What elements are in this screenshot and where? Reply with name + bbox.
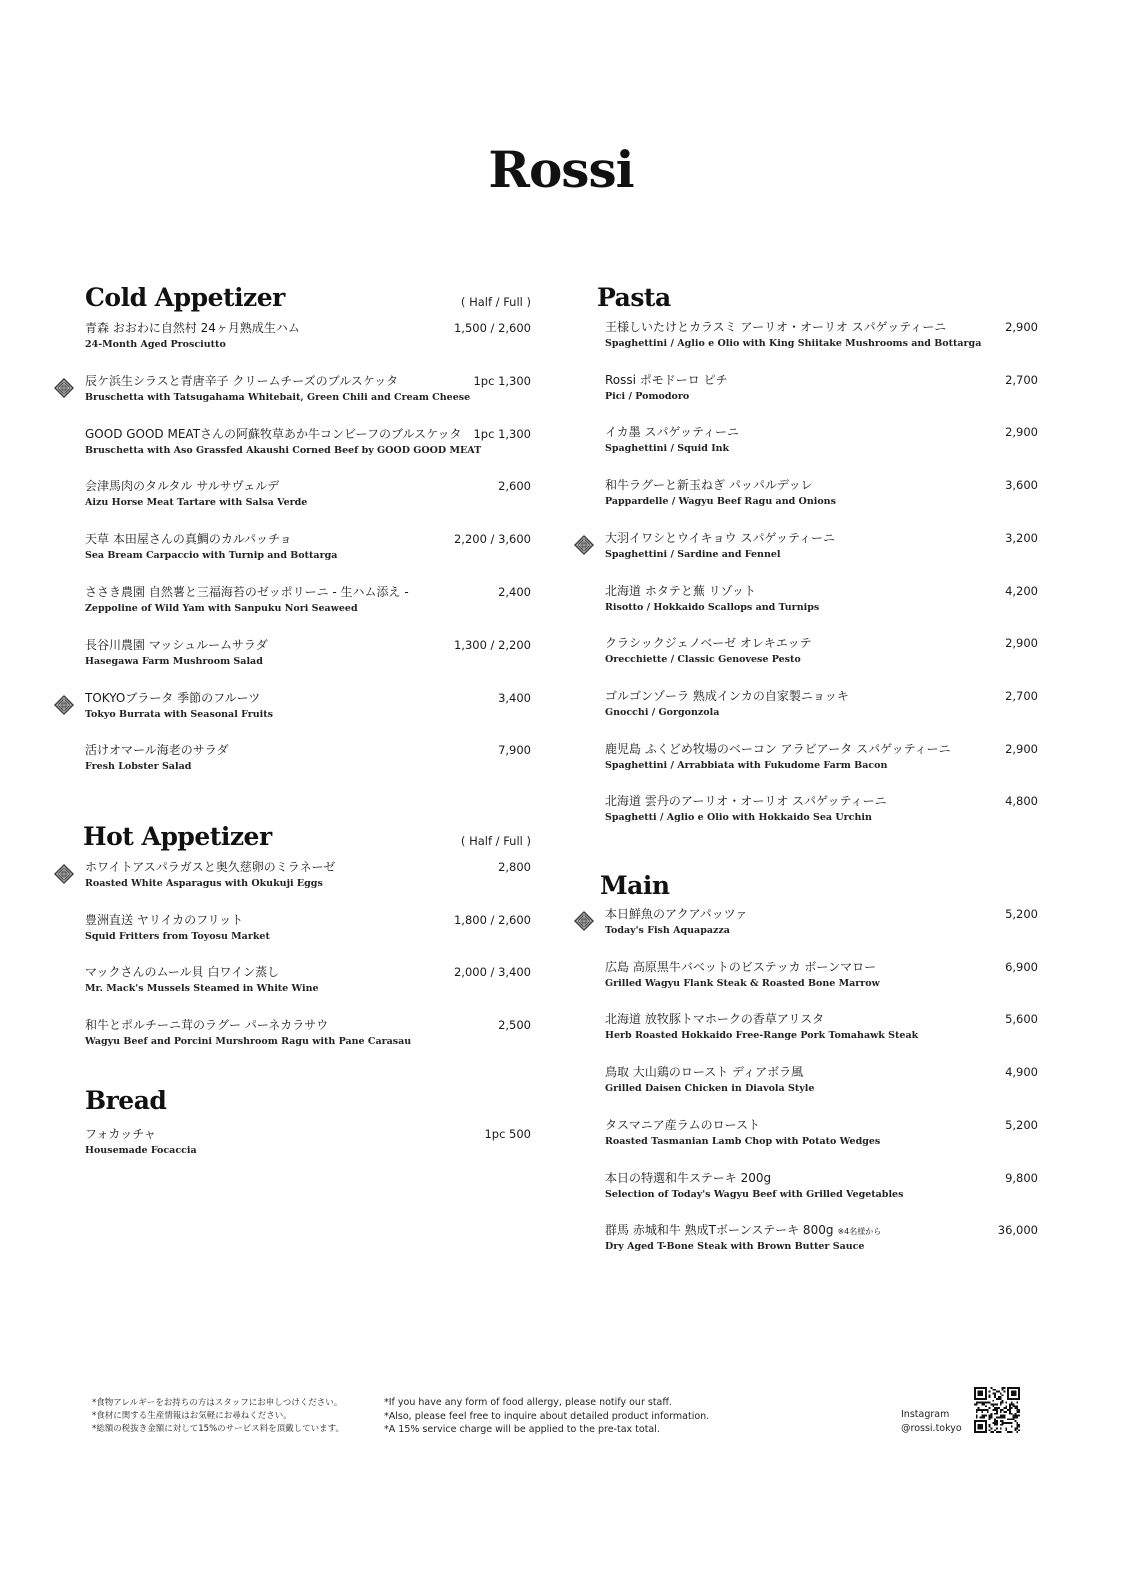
dish-name-jp-text: 青森 おおわに自然村 24ヶ月熟成生ハム (85, 321, 300, 335)
section-title: Bread (85, 1086, 167, 1115)
dish-price: 9,800 (1005, 1170, 1038, 1185)
dish-name-en: Sea Bream Carpaccio with Turnip and Bottarga (85, 550, 338, 562)
dish-name-en: Mr. Mack's Mussels Steamed in White Wine (85, 983, 319, 995)
menu-item (605, 1170, 1038, 1210)
dish-name-jp (605, 959, 876, 975)
dish-name-jp (85, 742, 229, 758)
dish-name-en: Bruschetta with Tatsugahama Whitebait, Green Chili and Cream Cheese (85, 391, 471, 403)
dish-name-en: Aizu Horse Meat Tartare with Salsa Verde (85, 497, 308, 509)
dish-name-en: Pici / Pomodoro (605, 390, 690, 402)
dish-name-jp-text: クラシックジェノベーゼ オレキエッテ (605, 636, 812, 651)
dish-name-jp (85, 320, 300, 336)
dish-name-jp (85, 964, 279, 980)
menu-item (85, 320, 531, 360)
dish-name-en: Wagyu Beef and Porcini Murshroom Ragu with Pane Carasau (85, 1036, 412, 1048)
dish-name-en: Tokyo Burrata with Seasonal Fruits (85, 708, 273, 720)
dish-name-jp-text: マックさんのムール貝 白ワイン蒸し (85, 965, 280, 980)
dish-name-jp (605, 793, 887, 809)
dish-price: 3,400 (498, 690, 531, 705)
menu-item (85, 859, 531, 899)
menu-title: Rossi (488, 140, 634, 199)
menu-item (605, 319, 1038, 359)
dish-price: 2,500 (498, 1018, 531, 1033)
dish-price: 3,600 (1005, 478, 1038, 493)
dish-name-jp-text: 鹿児島 ふくどめ牧場のベーコン アラビアータ スパゲッティーニ (605, 741, 951, 756)
dish-name-jp (85, 584, 409, 600)
dish-name-en: Bruschetta with Aso Grassfed Akaushi Corned Beef by GOOD GOOD MEAT (85, 444, 482, 456)
menu-item (605, 959, 1038, 999)
dish-name-en: Today's Fish Aquapazza (605, 925, 730, 936)
dish-name-jp-text: ゴルゴンゾーラ 熟成インカの自家製ニョッキ (605, 688, 849, 703)
dish-name-jp (605, 372, 728, 388)
dish-name-jp-text: 豊洲直送 ヤリイカのフリット (85, 912, 244, 927)
dish-name-en: Spaghettini / Squid Ink (605, 443, 730, 455)
menu-item (605, 1011, 1038, 1051)
dish-name-jp (605, 1117, 760, 1133)
dish-name-jp (605, 583, 756, 599)
menu-item (605, 688, 1038, 728)
dish-price: 4,200 (1005, 583, 1038, 598)
dish-name-jp (605, 319, 946, 335)
menu-item (85, 690, 531, 730)
dish-name-jp-text: 辰ケ浜生シラスと青唐辛子 クリームチーズのブルスケッタ (85, 373, 399, 388)
dish-name-jp (605, 1064, 803, 1080)
dish-name-en: Roasted White Asparagus with Okukuji Eggs (85, 878, 323, 889)
menu-item (85, 964, 531, 1004)
dish-price: 1pc 1,300 (473, 426, 531, 441)
menu-item (605, 1222, 1038, 1262)
menu-item (605, 635, 1038, 675)
dish-price: 7,900 (498, 743, 531, 758)
dish-price: 4,900 (1005, 1065, 1038, 1080)
dish-name-jp (605, 1222, 881, 1240)
dish-name-jp (85, 690, 260, 706)
dish-price: 1,800 / 2,600 (453, 912, 531, 927)
dish-price: 4,800 (1005, 794, 1038, 809)
dish-name-jp-text: 北海道 ホタテと蕪 リゾット (605, 583, 756, 598)
dish-name-jp-text: 和牛とポルチーニ茸のラグー パーネカラサウ (85, 1018, 329, 1033)
menu-item (85, 373, 531, 413)
dish-price: 1,300 / 2,200 (453, 637, 531, 652)
dish-name-jp-text: 本日鮮魚のアクアパッツァ (605, 907, 748, 921)
dish-name-jp-text: タスマニア産ラムのロースト (605, 1117, 761, 1132)
dish-name-en: Spaghetti / Aglio e Olio with Hokkaido Sea Urchin (605, 812, 872, 824)
half-full-note: ( Half / Full ) (460, 834, 531, 848)
section-title: Main (600, 871, 670, 900)
dish-name-jp (605, 688, 849, 704)
dish-name-jp-text: 天草 本田屋さんの真鯛のカルパッチョ (85, 532, 292, 547)
dish-name-jp-text: 和牛ラグーと新玉ねぎ パッパルデッレ (605, 478, 813, 493)
dish-price: 1pc 1,300 (473, 373, 531, 388)
menu-item (85, 478, 531, 518)
dish-name-jp (605, 530, 835, 546)
dish-name-jp-text: 会津馬肉のタルタル サルサヴェルデ (85, 479, 280, 494)
menu-item (605, 424, 1038, 464)
dish-price: 2,900 (1005, 425, 1038, 440)
dish-name-jp (605, 906, 748, 922)
dish-name-jp (605, 741, 951, 757)
dish-price: 3,200 (1005, 530, 1038, 545)
menu-item (85, 584, 531, 624)
chef-recommendation-icon (573, 910, 595, 932)
dish-name-en: Zeppoline of Wild Yam with Sanpuku Nori Seaweed (85, 603, 358, 614)
section-title: Pasta (597, 283, 671, 312)
dish-name-jp-text: フォカッチャ (85, 1127, 156, 1141)
dish-price: 5,200 (1005, 1117, 1038, 1132)
dish-name-jp-text: ささき農園 自然薯と三福海苔のゼッポリーニ - 生ハム添え - (85, 585, 409, 599)
instagram-label: Instagram (901, 1409, 950, 1420)
dish-price: 1,500 / 2,600 (453, 321, 531, 335)
menu-item (605, 1064, 1038, 1104)
dish-name-jp (85, 637, 268, 653)
dish-price: 2,800 (498, 860, 531, 874)
dish-note: ※4名様から (837, 1227, 882, 1237)
instagram-info (901, 1408, 962, 1435)
dish-name-jp-text: TOKYOブラータ 季節のフルーツ (85, 690, 261, 705)
qr-code-icon[interactable] (974, 1387, 1020, 1433)
dish-price: 36,000 (997, 1223, 1038, 1238)
chef-recommendation-icon (573, 534, 595, 556)
menu-item (85, 637, 531, 677)
dish-name-jp (85, 373, 398, 389)
footer-note: *食材に関する生産情報はお気軽にお尋ねください。 (92, 1411, 292, 1421)
dish-name-en: Hasegawa Farm Mushroom Salad (85, 655, 263, 667)
dish-name-jp (85, 912, 243, 928)
menu-item (605, 793, 1038, 833)
dish-name-jp-text: 広島 高原黒牛バベットのビステッカ ボーンマロー (605, 959, 877, 974)
dish-name-en: Grilled Daisen Chicken in Diavola Style (605, 1083, 815, 1095)
dish-price: 2,900 (1005, 636, 1038, 651)
section-title: Cold Appetizer (85, 283, 285, 312)
menu-item (605, 477, 1038, 517)
dish-price: 2,600 (498, 479, 531, 494)
dish-name-jp (605, 1011, 824, 1027)
dish-price: 2,700 (1005, 372, 1038, 387)
dish-name-jp (85, 478, 279, 494)
dish-name-jp (85, 1017, 328, 1033)
menu-item (85, 426, 531, 466)
footer-notes-en (384, 1396, 709, 1437)
footer-note: *総額の税抜き金額に対して15%のサービス料を頂戴しています。 (92, 1424, 344, 1434)
chef-recommendation-icon (53, 863, 75, 885)
dish-name-jp (85, 1126, 156, 1142)
dish-price: 6,900 (1005, 959, 1038, 974)
dish-name-en: Housemade Focaccia (85, 1145, 197, 1156)
dish-name-jp-text: 北海道 放牧豚トマホークの香草アリスタ (605, 1012, 825, 1027)
chef-recommendation-icon (53, 694, 75, 716)
dish-price: 2,900 (1005, 320, 1038, 334)
menu-item (605, 1117, 1038, 1157)
dish-name-jp (605, 424, 739, 440)
dish-name-jp-text: GOOD GOOD MEATさんの阿蘇牧草あか牛コンビーフのブルスケッタ (85, 426, 462, 441)
footer-note: *A 15% service charge will be applied to the pre-tax total. (384, 1424, 660, 1435)
dish-price: 2,000 / 3,400 (453, 965, 531, 980)
menu-item (85, 531, 531, 571)
dish-price: 1pc 500 (484, 1127, 531, 1141)
dish-name-en: Risotto / Hokkaido Scallops and Turnips (605, 601, 820, 613)
footer-note: *If you have any form of food allergy, please notify our staff. (384, 1397, 672, 1408)
dish-name-en: Squid Fritters from Toyosu Market (85, 930, 270, 942)
dish-name-jp-text: 群馬 赤城和牛 熟成Tボーンステーキ 800g (605, 1223, 834, 1238)
dish-name-en: Dry Aged T-Bone Steak with Brown Butter Sauce (605, 1241, 865, 1253)
menu-item (605, 530, 1038, 570)
dish-name-jp-text: 北海道 雲丹のアーリオ・オーリオ スパゲッティーニ (605, 794, 887, 809)
dish-name-jp (605, 1170, 771, 1186)
menu-item (85, 1126, 531, 1166)
dish-name-en: Grilled Wagyu Flank Steak & Roasted Bone Marrow (605, 977, 880, 989)
dish-name-en: Roasted Tasmanian Lamb Chop with Potato Wedges (605, 1135, 881, 1147)
dish-name-en: Herb Roasted Hokkaido Free-Range Pork Tomahawk Steak (605, 1030, 919, 1042)
menu-item (85, 742, 531, 782)
dish-price: 5,600 (1005, 1012, 1038, 1027)
dish-price: 5,200 (1005, 907, 1038, 921)
dish-name-en: Pappardelle / Wagyu Beef Ragu and Onions (605, 496, 836, 508)
dish-name-jp-text: Rossi ポモドーロ ピチ (605, 372, 728, 387)
dish-name-en: Spaghettini / Arrabbiata with Fukudome Farm Bacon (605, 759, 888, 771)
dish-name-jp-text: イカ墨 スパゲッティーニ (605, 425, 740, 440)
dish-name-en: Fresh Lobster Salad (85, 761, 192, 773)
dish-price: 2,400 (498, 585, 531, 599)
menu-item (605, 741, 1038, 781)
dish-price: 2,700 (1005, 688, 1038, 703)
menu-item (605, 372, 1038, 412)
dish-name-en: Orecchiette / Classic Genovese Pesto (605, 654, 801, 666)
half-full-note: ( Half / Full ) (460, 295, 531, 309)
menu-item (85, 912, 531, 952)
instagram-handle[interactable]: @rossi.tokyo (901, 1422, 962, 1434)
footer-notes-jp (92, 1397, 344, 1436)
dish-price: 2,900 (1005, 741, 1038, 756)
dish-name-jp-text: 長谷川農園 マッシュルームサラダ (85, 637, 268, 652)
dish-name-en: Gnocchi / Gorgonzola (605, 706, 720, 718)
dish-name-jp (605, 477, 813, 493)
dish-name-en: 24-Month Aged Prosciutto (85, 339, 226, 350)
menu-item (605, 906, 1038, 946)
dish-name-jp-text: 王様しいたけとカラスミ アーリオ・オーリオ スパゲッティーニ (605, 320, 947, 334)
menu-item (85, 1017, 531, 1057)
dish-name-jp (605, 635, 812, 651)
dish-name-jp-text: 活けオマール海老のサラダ (85, 743, 229, 758)
dish-name-jp (85, 859, 335, 875)
footer-note: *食物アレルギーをお持ちの方はスタッフにお申しつけください。 (92, 1398, 343, 1408)
dish-name-jp-text: ホワイトアスパラガスと奥久慈卵のミラネーゼ (85, 860, 336, 874)
chef-recommendation-icon (53, 377, 75, 399)
dish-name-jp-text: 鳥取 大山鶏のロースト ディアボラ風 (605, 1065, 804, 1080)
dish-name-en: Spaghettini / Sardine and Fennel (605, 548, 781, 560)
section-title: Hot Appetizer (83, 822, 272, 851)
dish-name-jp (85, 531, 292, 547)
dish-name-jp-text: 大羽イワシとウイキョウ スパゲッティーニ (605, 530, 836, 545)
dish-name-jp-text: 本日の特選和牛ステーキ 200g (605, 1170, 772, 1185)
dish-name-en: Selection of Today's Wagyu Beef with Grilled Vegetables (605, 1188, 904, 1200)
footer-note: *Also, please feel free to inquire about detailed product information. (384, 1410, 710, 1422)
dish-price: 2,200 / 3,600 (453, 532, 531, 547)
dish-name-jp (85, 426, 462, 442)
menu-item (605, 583, 1038, 623)
dish-name-en: Spaghettini / Aglio e Olio with King Shiitake Mushrooms and Bottarga (605, 338, 982, 349)
